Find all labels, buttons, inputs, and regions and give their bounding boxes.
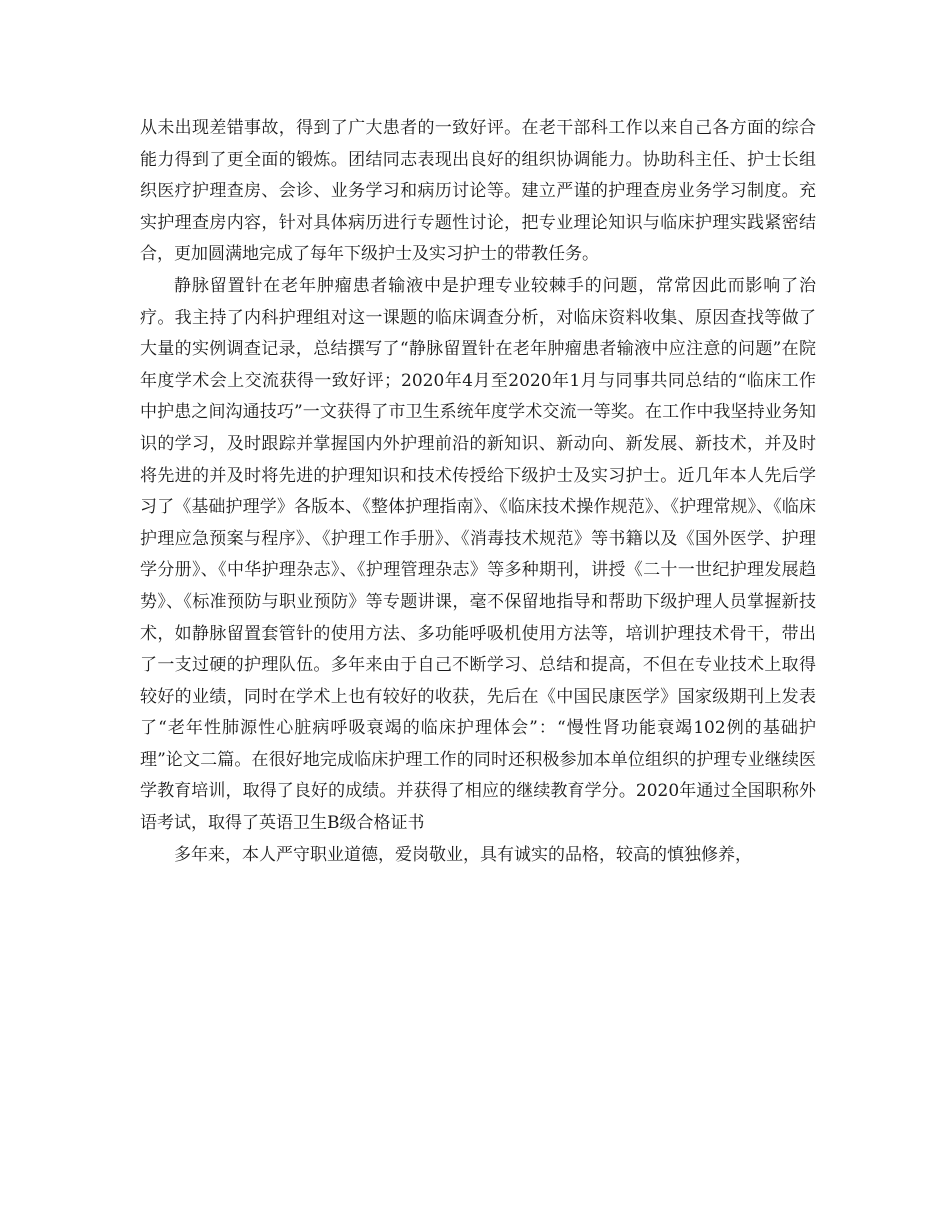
paragraph-1: 从未出现差错事故，得到了广大患者的一致好评。在老干部科工作以来自己各方面的综合能力得到了更全面的锻炼。团结同志表现出良好的组织协调能力。协助科主任、护士长组织医疗护理查房、会诊、业务学习和病历讨论等。建立严谨的护理查房业务学习制度。充实护理查房内容，针对具体病历进行专题性讨论，把专业理论知识与临床护理实践紧密结合，更加圆满地完成了每年下级护士及实习护士的带教任务。 bbox=[140, 118, 816, 265]
document-body bbox=[140, 113, 816, 871]
paragraph-3: 多年来，本人严守职业道德，爱岗敬业，具有诚实的品格，较高的慎独修养， bbox=[174, 844, 752, 865]
paragraph-2: 静脉留置针在老年肿瘤患者输液中是护理专业较棘手的问题，常常因此而影响了治疗。我主持了内科护理组对这一课题的临床调查分析，对临床资料收集、原因查找等做了大量的实例调查记录，总结撰写了“静脉留置针在老年肿瘤患者输液中应注意的问题”在院年度学术会上交流获得一致好评；2020年4月至2020年1月与同事共同总结的“临床工作中护患之间沟通技巧”一文获得了市卫生系统年度学术交流一等奖。在工作中我坚持业务知识的学习，及时跟踪并掌握国内外护理前沿的新知识、新动向、新发展、新技术，并及时将先进的并及时将先进的护理知识和技术传授给下级护士及实习护士。近几年本人先后学习了《基础护理学》各版本、《整体护理指南》、《临床技术操作规范》、《护理常规》、《临床护理应急预案与程序》、《护理工作手册》、《消毒技术规范》等书籍以及《国外医学、护理学分册》、《中华护理杂志》、《护理管理杂志》等多种期刊，讲授《二十一世纪护理发展趋势》、《标准预防与职业预防》等专题讲课，毫不保留地指导和帮助下级护理人员掌握新技术，如静脉留置套管针的使用方法、多功能呼吸机使用方法等，培训护理技术骨干，带出了一支过硬的护理队伍。多年来由于自己不断学习、总结和提高，不但在专业技术上取得较好的业绩，同时在学术上也有较好的收获，先后在《中国民康医学》国家级期刊上发表了“老年性肺源性心脏病呼吸衰竭的临床护理体会”：“慢性肾功能衰竭102例的基础护理”论文二篇。在很好地完成临床护理工作的同时还积极参加本单位组织的护理专业继续医学教育培训，取得了良好的成绩。并获得了相应的继续教育学分。2020年通过全国职称外语考试，取得了英语卫生B级合格证书 bbox=[140, 275, 816, 834]
